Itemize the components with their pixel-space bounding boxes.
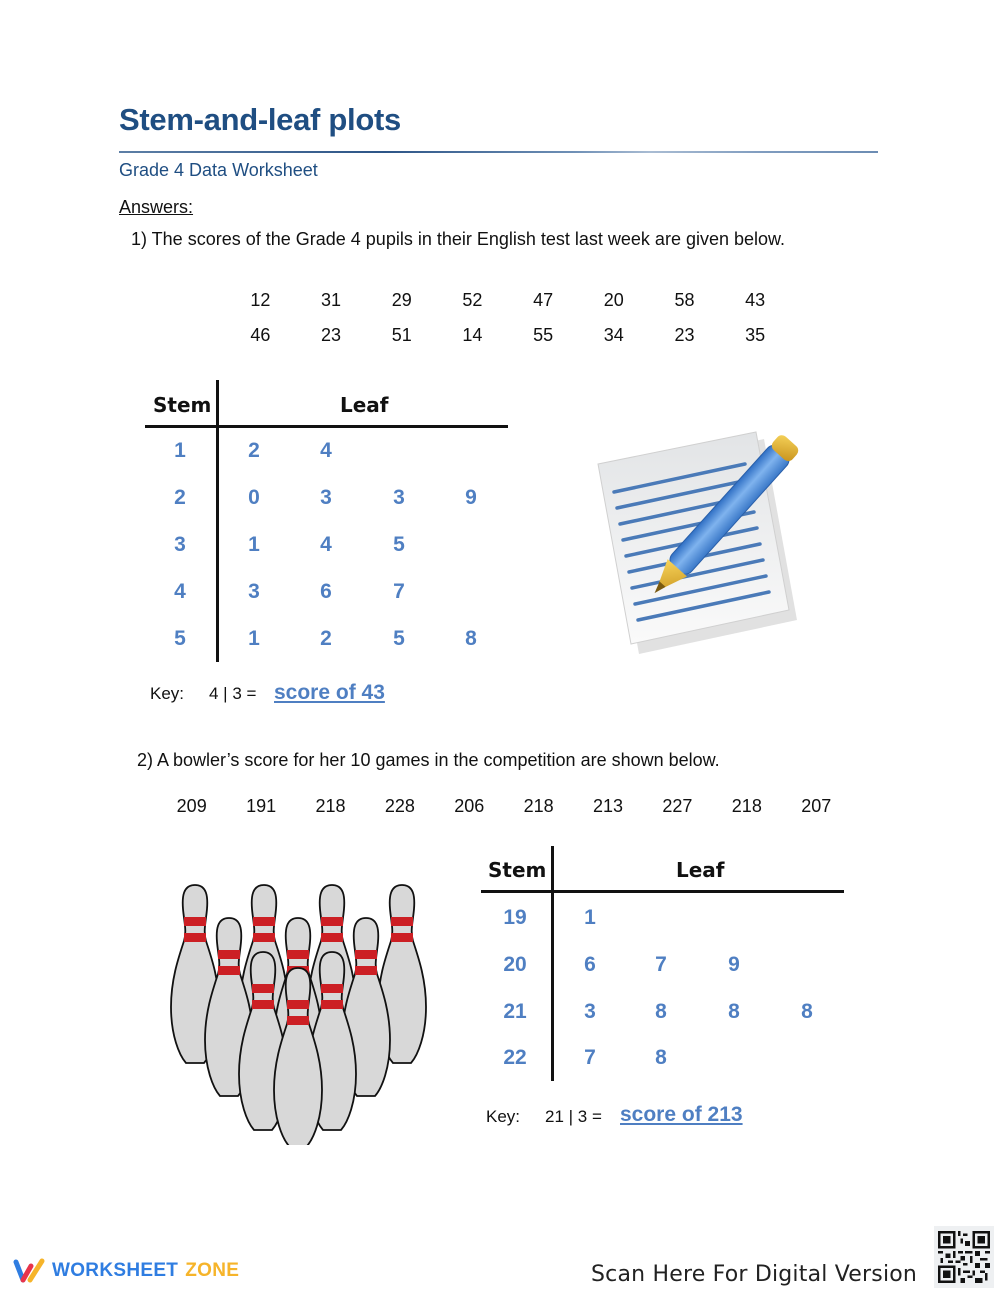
title-divider [119, 151, 878, 153]
score: 52 [462, 290, 483, 310]
stem-cell: 2 [174, 486, 186, 509]
key-answer: score of 213 [620, 1103, 743, 1126]
leaf-cell: 1 [248, 627, 260, 650]
leaf-cell: 8 [655, 1046, 667, 1069]
bowling-pins-icon [165, 875, 430, 1145]
stem-header: Stem [488, 858, 547, 882]
leaf-cell: 8 [465, 627, 477, 650]
leaf-cell: 5 [393, 533, 405, 556]
leaf-cell: 6 [320, 580, 332, 603]
score: 29 [391, 290, 412, 310]
leaf-cell: 0 [248, 486, 260, 509]
leaf-cell: 7 [655, 953, 667, 976]
stem-cell: 20 [503, 953, 527, 976]
score: 46 [250, 325, 271, 345]
score: 23 [321, 325, 342, 345]
leaf-cell: 5 [393, 627, 405, 650]
score: 51 [391, 325, 412, 345]
brand-logo[interactable] [12, 1258, 239, 1284]
worksheetzone-logo-icon [12, 1258, 48, 1284]
leaf-cell: 7 [584, 1046, 596, 1069]
score: 218 [731, 796, 762, 816]
header-rule [145, 425, 508, 428]
key-answer: score of 43 [274, 681, 385, 704]
leaf-cell: 1 [248, 533, 260, 556]
score: 213 [593, 796, 624, 816]
leaf-cell: 1 [584, 906, 596, 929]
stem-cell: 22 [503, 1046, 527, 1069]
score: 34 [603, 325, 624, 345]
stem-cell: 3 [174, 533, 186, 556]
leaf-cell: 9 [728, 953, 740, 976]
scan-text: Scan Here For Digital Version [591, 1262, 918, 1287]
key-expression: 21 | 3 = [545, 1107, 602, 1126]
stem-cell: 5 [174, 627, 186, 650]
page-subtitle: Grade 4 Data Worksheet [119, 160, 318, 180]
key-label: Key: [486, 1107, 521, 1126]
score: 55 [533, 325, 554, 345]
score: 43 [745, 290, 766, 310]
key-label: Key: [150, 684, 185, 703]
question-2-scores [157, 796, 851, 817]
question-2-text: 2) A bowler’s score for her 10 games in the competition are shown below. [137, 750, 720, 770]
leaf-cell: 4 [320, 439, 332, 462]
leaf-header: Leaf [340, 393, 389, 417]
score: 23 [674, 325, 695, 345]
leaf-cell: 6 [584, 953, 596, 976]
key-expression: 4 | 3 = [209, 684, 257, 703]
score: 20 [603, 290, 624, 310]
score: 227 [662, 796, 693, 816]
score: 191 [246, 796, 277, 816]
header-rule [481, 890, 844, 893]
leaf-cell: 3 [248, 580, 260, 603]
leaf-cell: 2 [248, 439, 260, 462]
leaf-cell: 2 [320, 627, 332, 650]
answers-label: Answers: [119, 197, 194, 217]
leaf-cell: 4 [320, 533, 332, 556]
score: 209 [176, 796, 207, 816]
leaf-cell: 8 [655, 1000, 667, 1023]
stem-cell: 19 [503, 906, 527, 929]
leaf-cell: 3 [584, 1000, 596, 1023]
leaf-cell: 7 [393, 580, 405, 603]
leaf-cell: 8 [728, 1000, 740, 1023]
leaf-header: Leaf [676, 858, 725, 882]
brand-name-part1: WORKSHEET [52, 1260, 179, 1281]
leaf-cell: 3 [320, 486, 332, 509]
page-title: Stem-and-leaf plots [119, 102, 401, 137]
stem-divider [551, 846, 554, 1081]
score: 206 [454, 796, 485, 816]
leaf-cell: 3 [393, 486, 405, 509]
score: 14 [462, 325, 483, 345]
score: 218 [523, 796, 554, 816]
stem-divider [216, 380, 219, 662]
leaf-cell: 9 [465, 486, 477, 509]
score: 31 [321, 290, 342, 310]
score: 207 [801, 796, 832, 816]
question-1-text: 1) The scores of the Grade 4 pupils in their English test last week are given below. [131, 229, 786, 249]
stem-cell: 4 [174, 580, 186, 603]
leaf-cell: 8 [801, 1000, 813, 1023]
brand-name-part2: ZONE [185, 1260, 240, 1281]
score: 228 [384, 796, 415, 816]
stem-cell: 1 [174, 439, 186, 462]
score: 47 [533, 290, 554, 310]
notepad-pen-icon [590, 430, 800, 655]
score: 218 [315, 796, 346, 816]
question-1-scores [225, 290, 791, 346]
score: 58 [674, 290, 695, 310]
score: 12 [250, 290, 271, 310]
score: 35 [745, 325, 766, 345]
stem-cell: 21 [503, 1000, 527, 1023]
qr-code-icon[interactable] [934, 1226, 994, 1288]
stem-header: Stem [153, 393, 212, 417]
